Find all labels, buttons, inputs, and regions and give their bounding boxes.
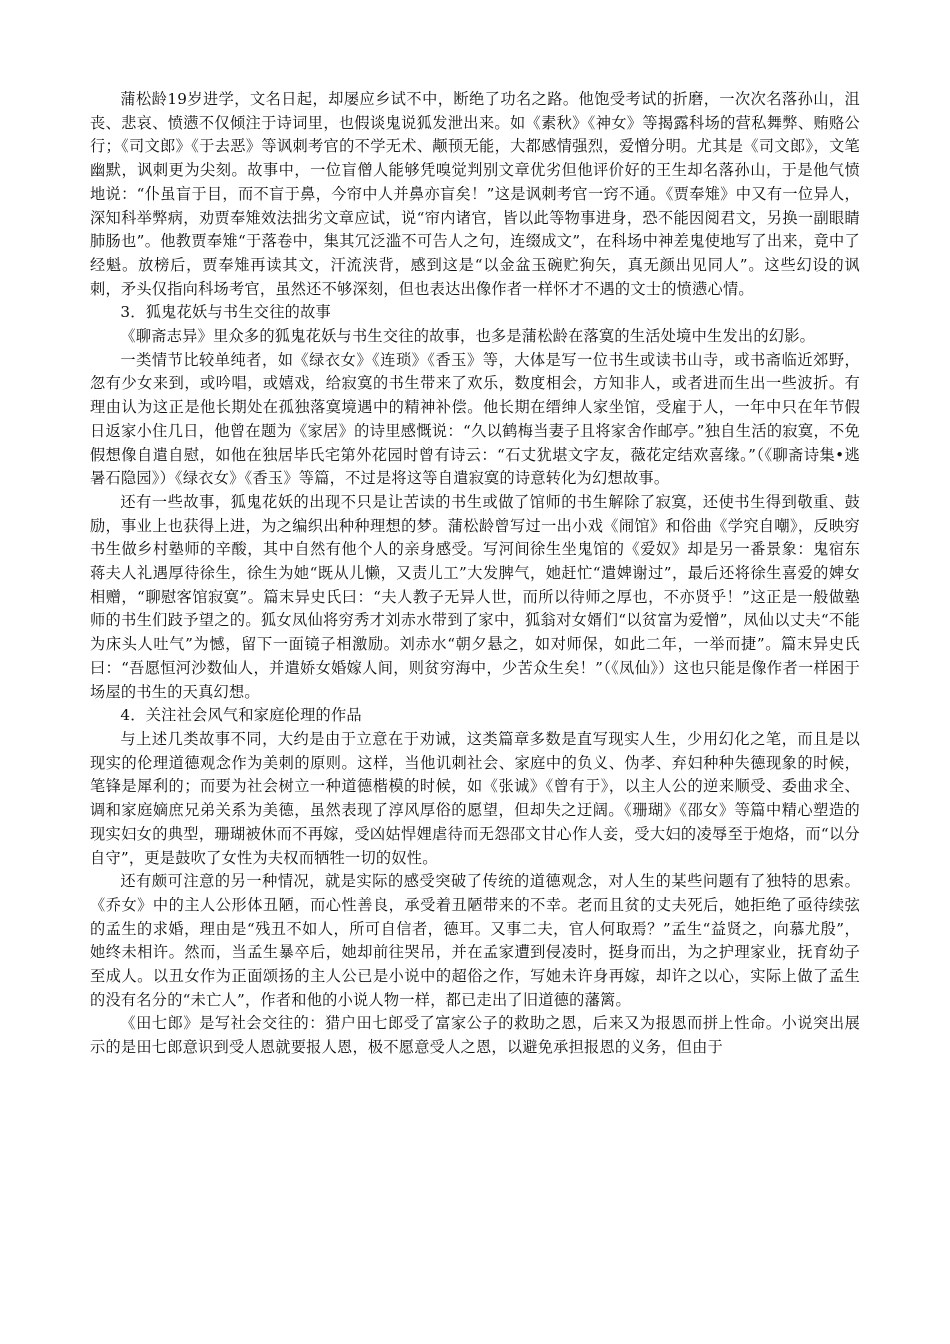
paragraph-family-ethics: 与上述几类故事不同，大约是由于立意在于劝诫，这类篇章多数是直写现实人生，少用幻化之笔，而且是以现实的伦理道德观念作为美刺的原则。这样，当他讥刺社会、家庭中的负义、伪孝、弃妇种种失德现象的时候，笔锋是犀利的；而要为社会树立一种道德楷模的时候，如《张诚》《曾有于》，以主人公的逆来顺受、委曲求全、调和家庭嫡庶兄弟关系为美德，虽然表现了淳风厚俗的愿望，但却失之迂阔。《珊瑚》《邵女》等篇中精心塑造的现实妇女的典型，珊瑚被休而不再嫁，受凶姑悍娌虐待而无怨邵文甘心作人妾，受大妇的凌辱至于炮烙，而“以分自守”，更是鼓吹了女性为夫权而牺牲一切的奴性。 [90, 729, 860, 867]
paragraph-qiaonv: 还有颇可注意的另一种情况，就是实际的感受突破了传统的道德观念，对人生的某些问题有了独特的思索。《乔女》中的主人公形体丑陋，而心性善良，承受着丑陋带来的不幸。老而且贫的丈夫死后，她拒绝了亟待续弦的孟生的求婚，理由是“残丑不如人，所可自信者，德耳。又事二夫，官人何取焉？”孟生“益贤之，向慕尤殷”，她终未相许。然而，当孟生暴卒后，她却前往哭吊，并在孟家遭到侵凌时，挺身而出，为之护理家业，抚育幼子至成人。以丑女作为正面颂扬的主人公已是小说中的超俗之作，写她未许身再嫁，却许之以心，实际上做了孟生的没有名分的“未亡人”，作者和他的小说人物一样，都已走出了旧道德的藩篱。 [90, 872, 860, 1009]
section-heading-3: 3．狐鬼花妖与书生交往的故事 [120, 303, 331, 322]
paragraph-simple-plots: 一类情节比较单纯者，如《绿衣女》《连琐》《香玉》等，大体是写一位书生或读书山寺，或书斋临近郊野，忽有少女来到，或吟唱，或嬉戏，给寂寞的书生带来了欢乐，数度相会，方知非人，或者进而生出一些波折。有理由认为这正是他长期处在孤独落寞境遇中的精神补偿。他长期在缙绅人家坐馆，受雇于人，一年中只在年节假日返家小住几日，他曾在题为《家居》的诗里感慨说：“久以鹤梅当妻子且将家舍作邮亭。”独自生活的寂寞，不免假想像自遣自慰，如他在独居毕氏宅第外花园时曾有诗云：“石丈犹堪文字友，薇花定结欢喜缘。”（《聊斋诗集•逃暑石隐园》）《绿衣女》《香玉》等篇，不过是将这等自遣寂寞的诗意转化为幻想故事。 [90, 350, 860, 488]
paragraph-tianqilang: 《田七郎》是写社会交往的：猎户田七郎受了富家公子的救助之恩，后来又为报恩而拼上性命。小说突出展示的是田七郎意识到受人恩就要报人恩，极不愿意受人之恩，以避免承担报恩的义务，但由于 [90, 1014, 860, 1057]
paragraph-fox-ghost-intro: 《聊斋志异》里众多的狐鬼花妖与书生交往的故事，也多是蒲松龄在落寞的生活处境中生发出的幻影。 [120, 327, 816, 346]
document-body [90, 88, 860, 1060]
paragraph-keju-satire: 蒲松龄19岁进学，文名日起，却屡应乡试不中，断绝了功名之路。他饱受考试的折磨，一次次名落孙山，沮丧、悲哀、愤懑不仅倾注于诗词里，也假谈鬼说狐发泄出来。如《素秋》《神女》等揭露科场的营私舞弊、贿赂公行；《司文郎》《于去恶》等讽刺考官的不学无术、颟顸无能，大都感情强烈，爱憎分明。尤其是《司文郎》，文笔幽默，讽刺更为尖刻。故事中，一位盲僧人能够凭嗅觉判别文章优劣但他评价好的王生却名落孙山，于是他气愤地说：“仆虽盲于目，而不盲于鼻，今帘中人并鼻亦盲矣！”这是讽刺考官一窍不通。《贾奉雉》中又有一位异人，深知科举弊病，劝贾奉雉效法拙劣文章应试，说“帘内诸官，皆以此等物事进身，恐不能因阅君文，另换一副眼睛肺肠也”。他教贾奉雉“于落卷中，集其冗泛滥不可告人之句，连缀成文”，在科场中神差鬼使地写了出来，竟中了经魁。放榜后，贾奉雉再读其文，汗流浃背，感到这是“以金盆玉碗贮狗矢，真无颜出见同人”。这些幻设的讽刺，矛头仅指向科场考官，虽然还不够深刻，但也表达出像作者一样怀才不遇的文士的愤懑心情。 [90, 90, 860, 298]
section-heading-4: 4．关注社会风气和家庭伦理的作品 [120, 706, 362, 725]
paragraph-ideal-dreams: 还有一些故事，狐鬼花妖的出现不只是让苦读的书生或做了馆师的书生解除了寂寞，还使书生得到敬重、鼓励，事业上也获得上进，为之编织出种种理想的梦。蒲松龄曾写过一出小戏《闹馆》和俗曲《学究自嘲》，反映穷书生做乡村塾师的辛酸，其中自然有他个人的亲身感受。写河间徐生坐鬼馆的《爱奴》却是另一番景象：鬼宿东蒋夫人礼遇厚待徐生，徐生为她“既从儿懒，又责儿工”大发脾气，她赶忙“遣婢谢过”，最后还将徐生喜爱的婢女相赠，“聊慰客馆寂寞”。篇末异史氏曰：“夫人教子无异人世，而所以待师之厚也，不亦贤乎！”这正是一般做塾师的书生们跂予望之的。狐女凤仙将穷秀才刘赤水带到了家中，狐翁对女婿们“以贫富为爱憎”，凤仙以丈夫“不能为床头人吐气”为憾，留下一面镜子相激励。刘赤水“朝夕悬之，如对师保，如此二年，一举而捷”。篇末异史氏曰：“吾愿恒河沙数仙人，并遣娇女婚嫁人间，则贫穷海中，少苦众生矣！”（《凤仙》）这也只能是像作者一样困于场屋的书生的天真幻想。 [90, 492, 860, 701]
